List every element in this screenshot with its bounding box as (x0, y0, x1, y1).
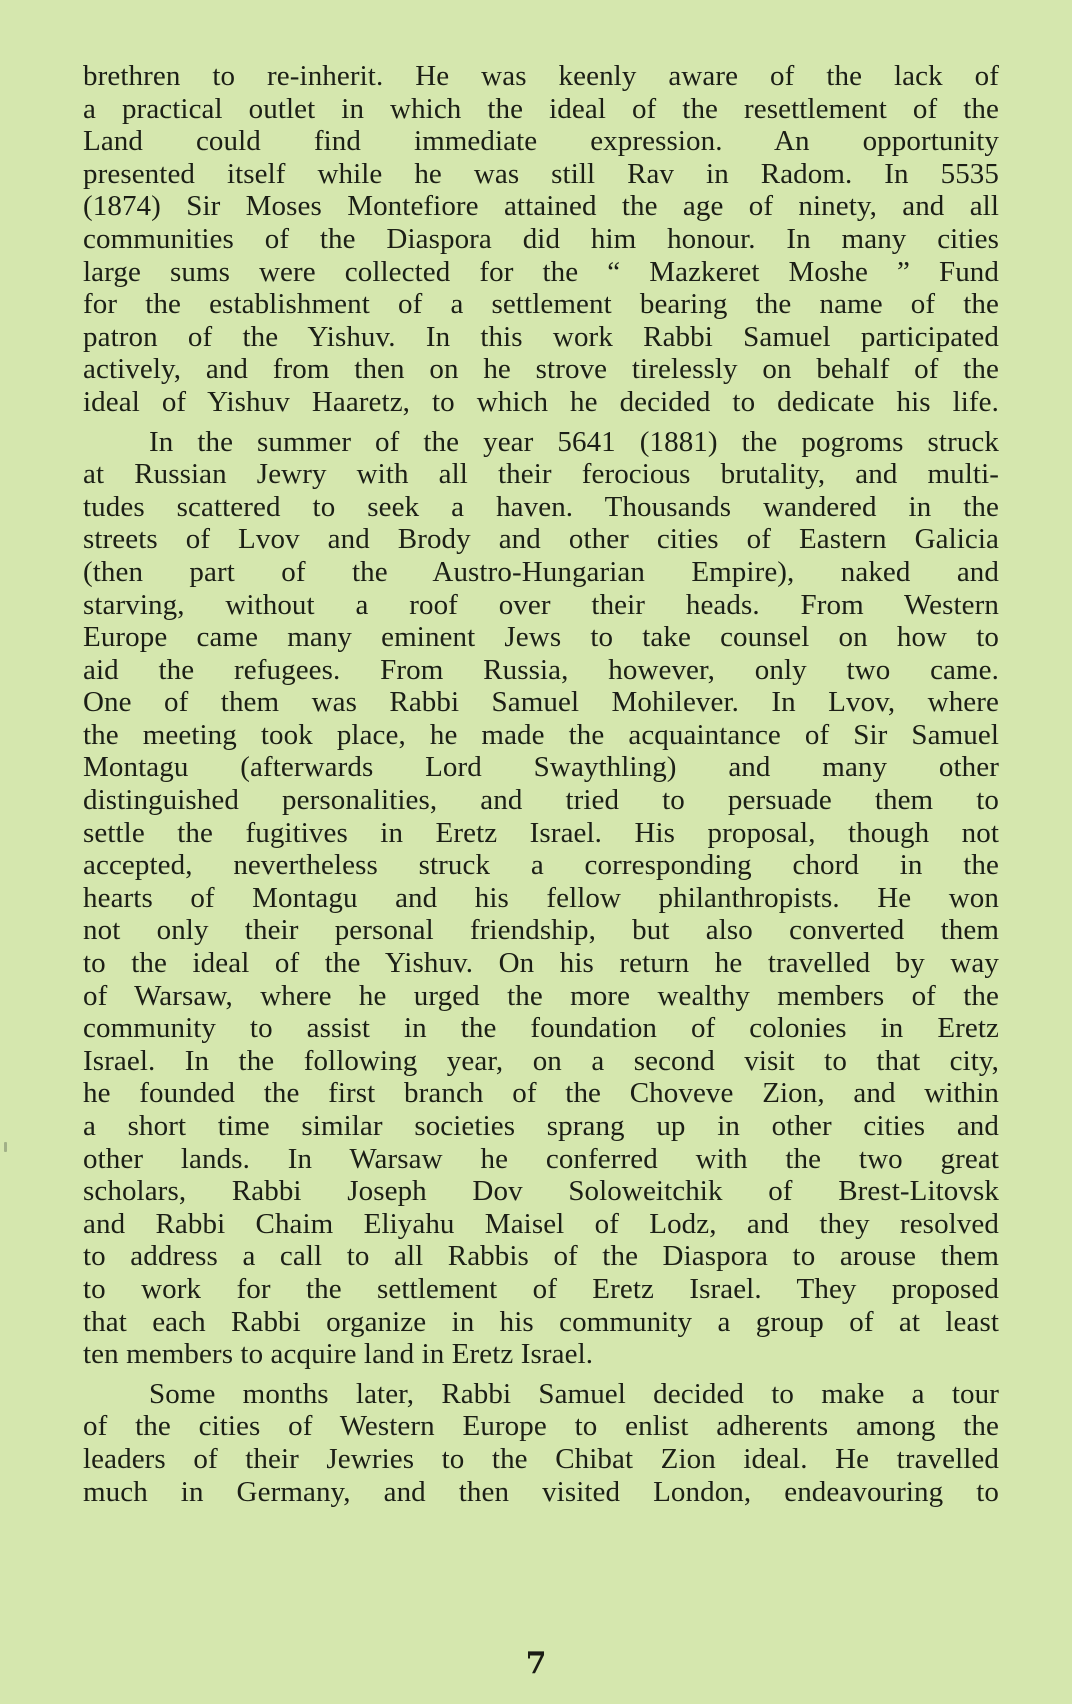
text-line: a short time similar societies sprang up in other cities and (83, 1110, 999, 1142)
scan-artifact-mark (4, 1142, 7, 1152)
text-line: starving, without a roof over their heads. From Western (83, 588, 999, 621)
text-line: tudes scattered to seek a haven. Thousands wandered in the (83, 490, 999, 523)
text-line: Montagu (afterwards Lord Swaythling) and many other (83, 751, 999, 784)
text-line: the meeting took place, he made the acquaintance of Sir Samuel (83, 718, 999, 751)
text-line: other lands. In Warsaw he conferred with the two great (83, 1142, 999, 1175)
text-line: much in Germany, and then visited London, endeavouring to (83, 1475, 999, 1508)
text-line: not only their personal friendship, but also converted them (83, 914, 999, 947)
text-line: actively, and from then on he strove tirelessly on behalf of the (83, 353, 999, 386)
text-line: of the cities of Western Europe to enlist adherents among the (83, 1410, 999, 1443)
text-line: leaders of their Jewries to the Chibat Zion ideal. He travelled (83, 1442, 999, 1475)
page-body (83, 60, 999, 1508)
text-line: scholars, Rabbi Joseph Dov Soloweitchik of Brest-Litovsk (83, 1175, 999, 1208)
paragraph-2 (83, 426, 999, 1371)
text-line: (then part of the Austro-Hungarian Empire), naked and (83, 555, 999, 588)
text-line: Israel. In the following year, on a second visit to that city, (83, 1044, 999, 1077)
text-line: hearts of Montagu and his fellow philanthropists. He won (83, 881, 999, 914)
text-line: at Russian Jewry with all their ferocious brutality, and multi- (83, 458, 999, 491)
text-line: ideal of Yishuv Haaretz, to which he decided to dedicate his life. (83, 385, 999, 418)
text-line: that each Rabbi organize in his community a group of at least (83, 1305, 999, 1338)
text-line: he founded the first branch of the Choveve Zion, and within (83, 1077, 999, 1110)
text-line: to address a call to all Rabbis of the Diaspora to arouse them (83, 1240, 999, 1273)
text-line: settle the fugitives in Eretz Israel. His proposal, though not (83, 816, 999, 849)
text-line: to the ideal of the Yishuv. On his return he travelled by way (83, 947, 999, 980)
text-line: Europe came many eminent Jews to take counsel on how to (83, 621, 999, 654)
text-line: (1874) Sir Moses Montefiore attained the age of ninety, and all (83, 190, 999, 223)
text-line: of Warsaw, where he urged the more wealthy members of the (83, 979, 999, 1012)
text-line: communities of the Diaspora did him honour. In many cities (83, 222, 999, 255)
text-line: streets of Lvov and Brody and other cities of Eastern Galicia (83, 523, 999, 556)
paragraph-1 (83, 60, 999, 419)
text-line: for the establishment of a settlement bearing the name of the (83, 288, 999, 321)
text-line: brethren to re-inherit. He was keenly aware of the lack of (83, 60, 999, 92)
text-line: Land could find immediate expression. An opportunity (83, 125, 999, 158)
page-number: 7 (525, 1646, 547, 1681)
text-line: One of them was Rabbi Samuel Mohilever. In Lvov, where (83, 686, 999, 719)
text-line: community to assist in the foundation of colonies in Eretz (83, 1012, 999, 1045)
text-line: In the summer of the year 5641 (1881) the pogroms struck (149, 425, 999, 458)
text-line: aid the refugees. From Russia, however, only two came. (83, 653, 999, 686)
text-line: and Rabbi Chaim Eliyahu Maisel of Lodz, and they resolved (83, 1207, 999, 1240)
text-line: Some months later, Rabbi Samuel decided to make a tour (149, 1377, 999, 1410)
text-line: to work for the settlement of Eretz Israel. They proposed (83, 1272, 999, 1305)
text-line: ten members to acquire land in Eretz Israel. (83, 1338, 594, 1371)
text-line: accepted, nevertheless struck a corresponding chord in the (83, 849, 999, 882)
text-line: patron of the Yishuv. In this work Rabbi Samuel participated (83, 320, 999, 353)
text-line: presented itself while he was still Rav in Radom. In 5535 (83, 157, 999, 190)
text-line: distinguished personalities, and tried to persuade them to (83, 784, 999, 817)
paragraph-3 (83, 1378, 999, 1508)
text-line: a practical outlet in which the ideal of the resettlement of the (83, 92, 999, 125)
text-line: large sums were collected for the “ Mazkeret Moshe ” Fund (83, 255, 999, 288)
